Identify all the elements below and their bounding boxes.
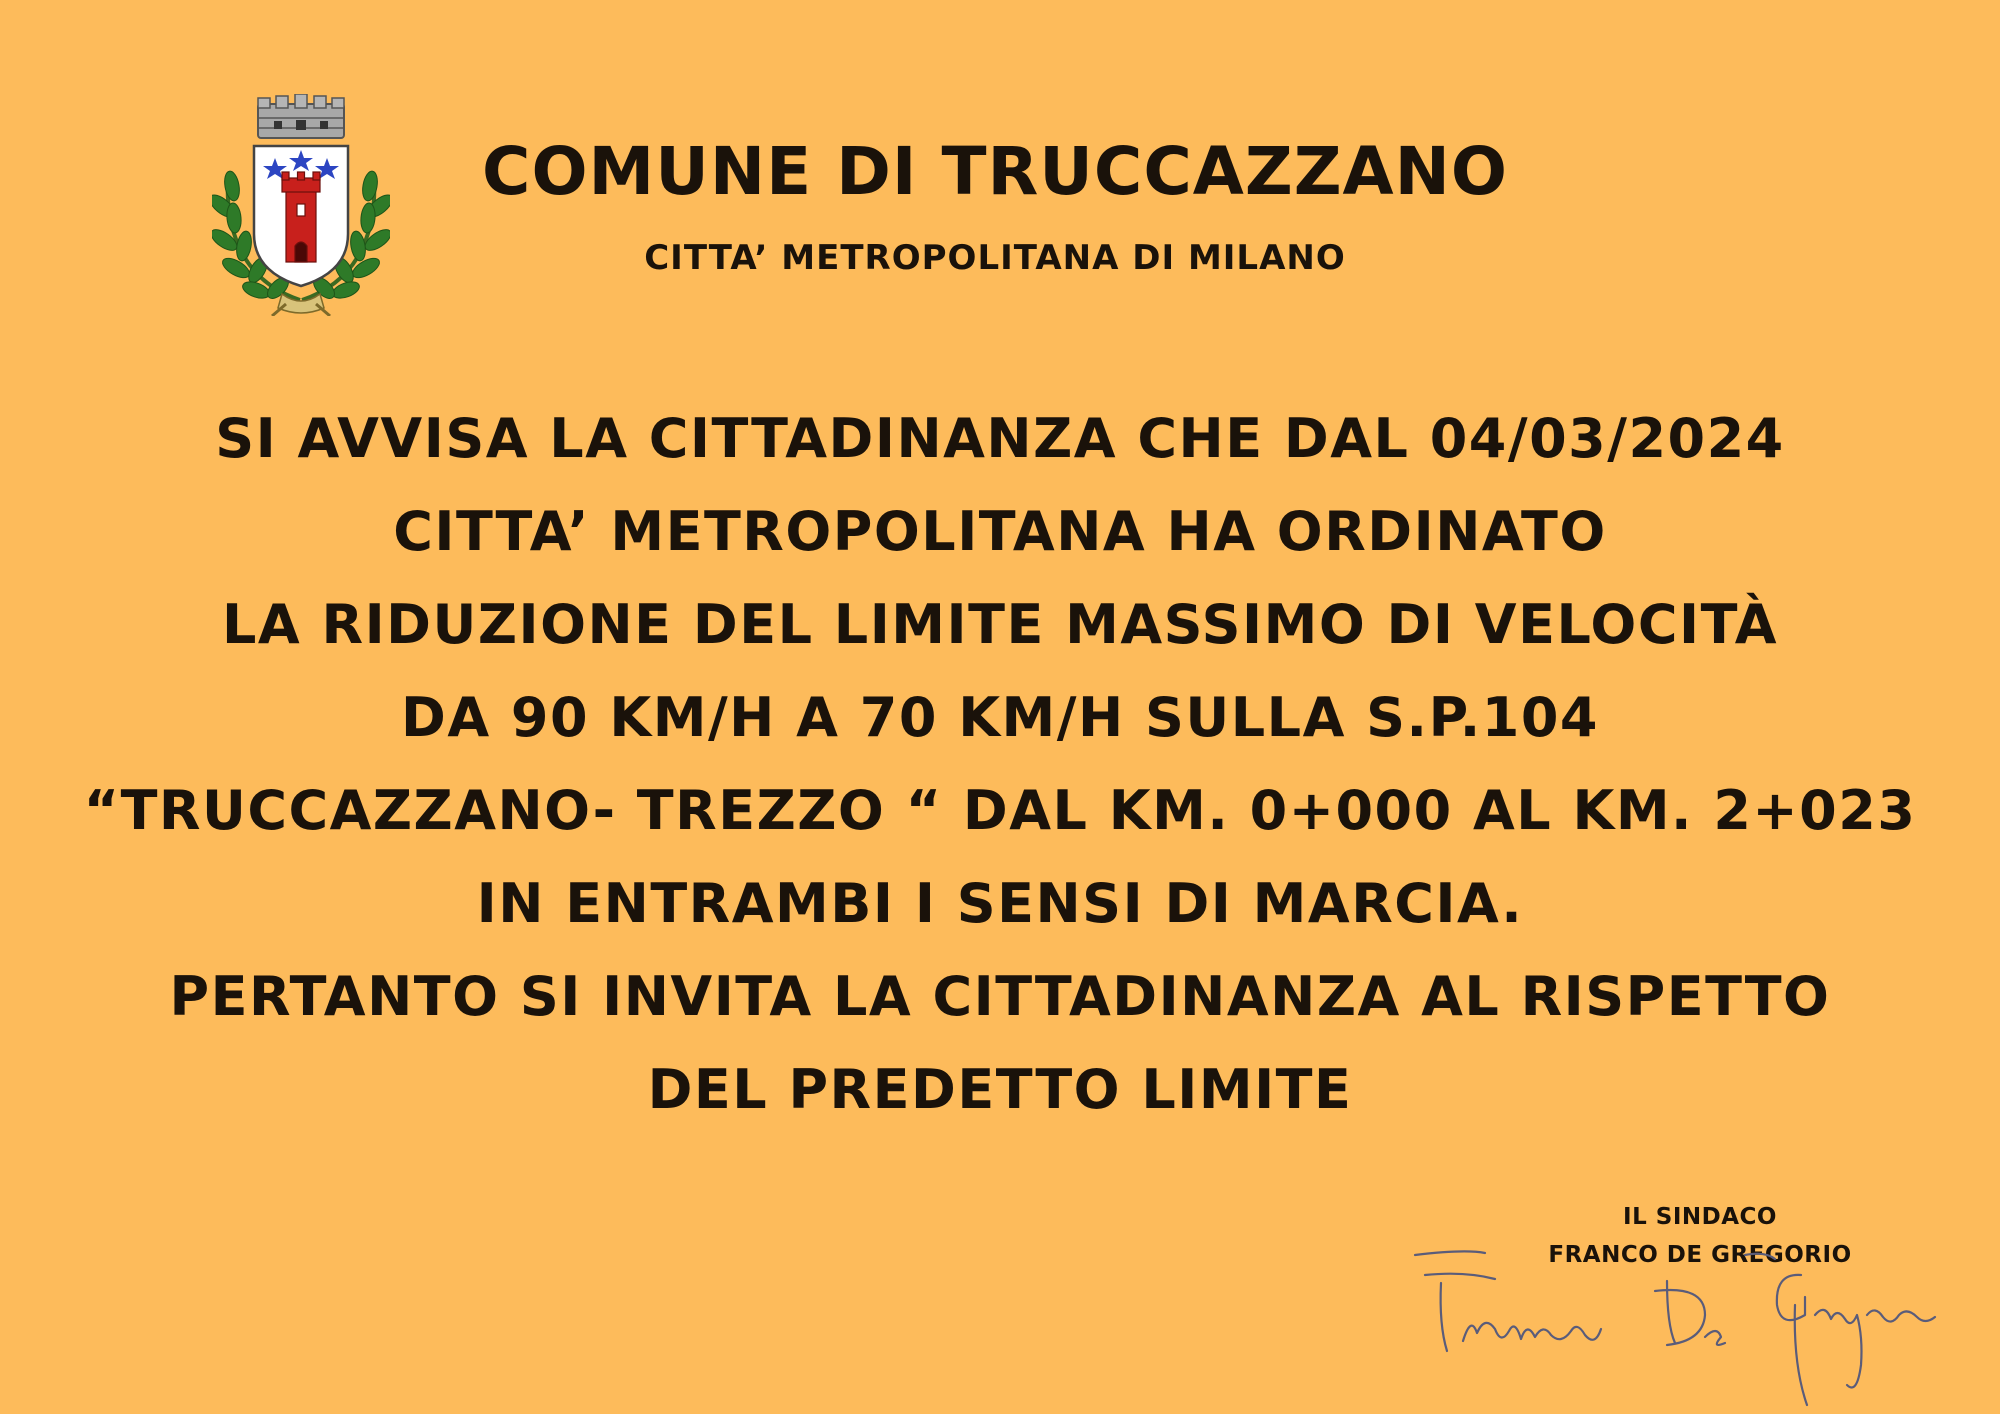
municipality-subtitle: CITTA’ METROPOLITANA DI MILANO <box>644 238 1346 278</box>
notice-line: PERTANTO SI INVITA LA CITTADINANZA AL RISPETTO <box>169 965 1831 1028</box>
notice-body <box>0 392 2000 1136</box>
notice-line: SI AVVISA LA CITTADINANZA CHE DAL 04/03/2024 <box>215 407 1785 470</box>
municipality-title-text: COMUNE DI TRUCCAZZANO <box>482 133 1508 210</box>
signatory-role: IL SINDACO <box>1623 1204 1777 1230</box>
municipality-title <box>0 132 1990 212</box>
notice-line: IN ENTRAMBI I SENSI DI MARCIA. <box>476 872 1524 935</box>
notice-line: CITTA’ METROPOLITANA HA ORDINATO <box>393 500 1607 563</box>
handwritten-signature <box>1405 1245 1945 1410</box>
notice-line: DEL PREDETTO LIMITE <box>647 1058 1353 1121</box>
notice-line: “TRUCCAZZANO- TREZZO “ DAL KM. 0+000 AL KM. 2+023 <box>83 779 1917 842</box>
ribbon-icon <box>272 294 330 316</box>
signatory-name: FRANCO DE GREGORIO <box>1548 1242 1852 1268</box>
notice-line: LA RIDUZIONE DEL LIMITE MASSIMO DI VELOCITÀ <box>221 593 1778 656</box>
notice-line: DA 90 KM/H A 70 KM/H SULLA S.P.104 <box>401 686 1599 749</box>
